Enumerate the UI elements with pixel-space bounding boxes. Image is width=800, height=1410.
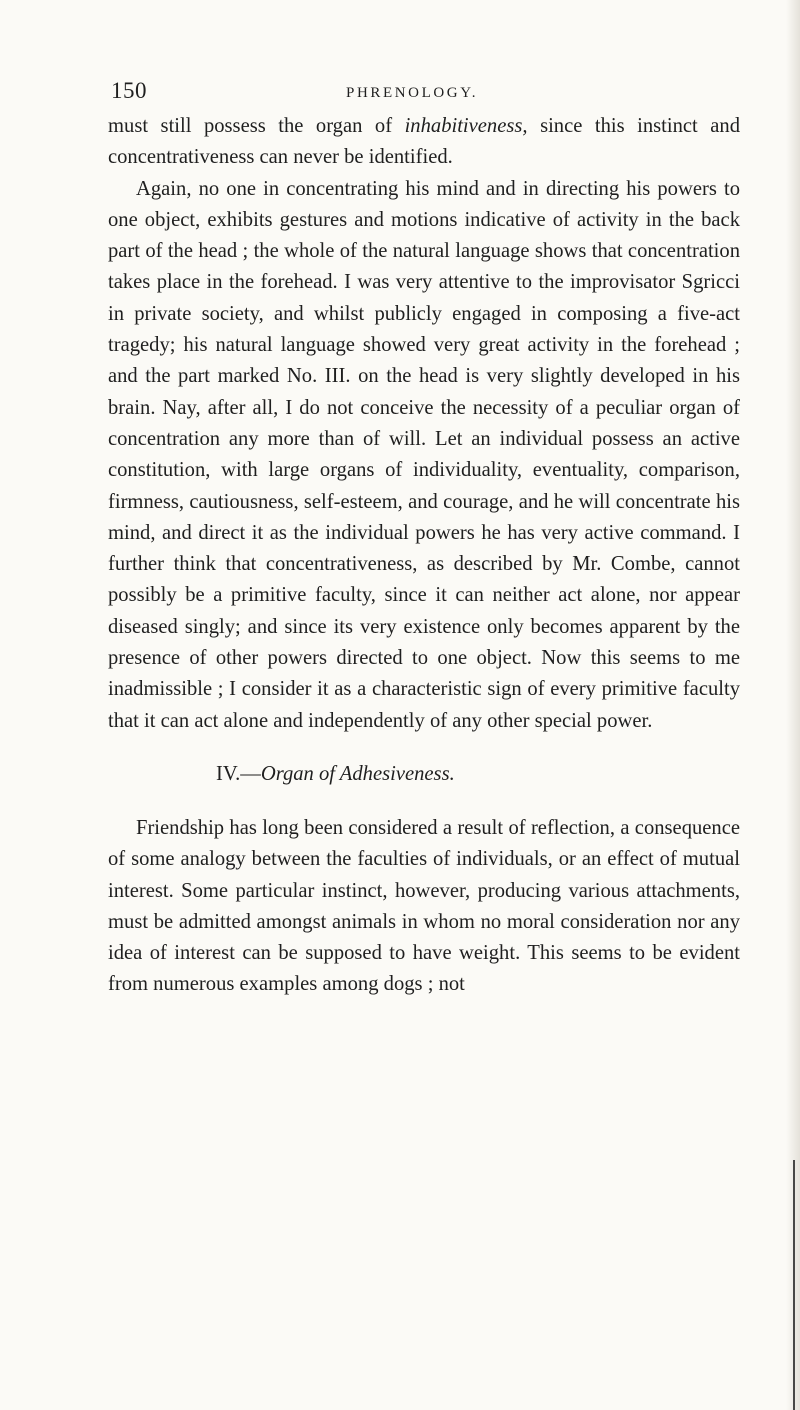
- page-number: 150: [111, 78, 147, 103]
- italic-term: inhabitiveness,: [404, 115, 528, 137]
- section-heading: [108, 759, 740, 790]
- page-edge-line: [793, 1160, 795, 1410]
- book-page: [108, 74, 740, 1001]
- section-title: Organ of Adhesiveness.: [260, 762, 455, 785]
- paragraph-continuation: [108, 111, 740, 174]
- section-number: IV.—: [216, 762, 261, 785]
- running-title: PHRENOLOGY.: [346, 85, 479, 101]
- paragraph-text: since this instinct and concentrativeness can never be identified.: [108, 115, 740, 169]
- running-head: [108, 74, 740, 110]
- paragraph-text: must still possess the organ of: [108, 115, 405, 137]
- paragraph-adhesiveness: Friendship has long been considered a result of reflection, a consequence of some analogy between the faculties of individuals, or an effect of mutual interest. Some particular instinct, however, producing various attachments, must be admitted amongst animals in whom no moral consideration nor any idea of interest can be supposed to have weight. This seems to be evident from numerous examples among dogs ; not: [108, 816, 740, 996]
- paragraph-concentration: Again, no one in concentrating his mind and in directing his powers to one object, exhibits gestures and motions indicative of activity in the back part of the head ; the whole of the natural language shows that concentration takes place in the forehead. I was very attentive to the improvisator Sgricci in private society, and whilst publicly engaged in composing a five-act tragedy; his natural language showed very great activity in the forehead ; and the part marked No. III. on the head is very slightly developed in his brain. Nay, after all, I do not conceive the necessity of a peculiar organ of concentration any more than of will. Let an individual possess an active constitution, with large organs of individuality, eventuality, comparison, firmness, cautiousness, self-esteem, and courage, and he will concentrate his mind, and direct it as the individual powers he has very active command. I further think that concentrativeness, as described by Mr. Combe, cannot possibly be a primitive faculty, since it can neither act alone, nor appear diseased singly; and since its very existence only becomes apparent by the presence of other powers directed to one object. Now this seems to me inadmissible ; I consider it as a characteristic sign of every primitive faculty that it can act alone and independently of any other special power.: [108, 177, 740, 732]
